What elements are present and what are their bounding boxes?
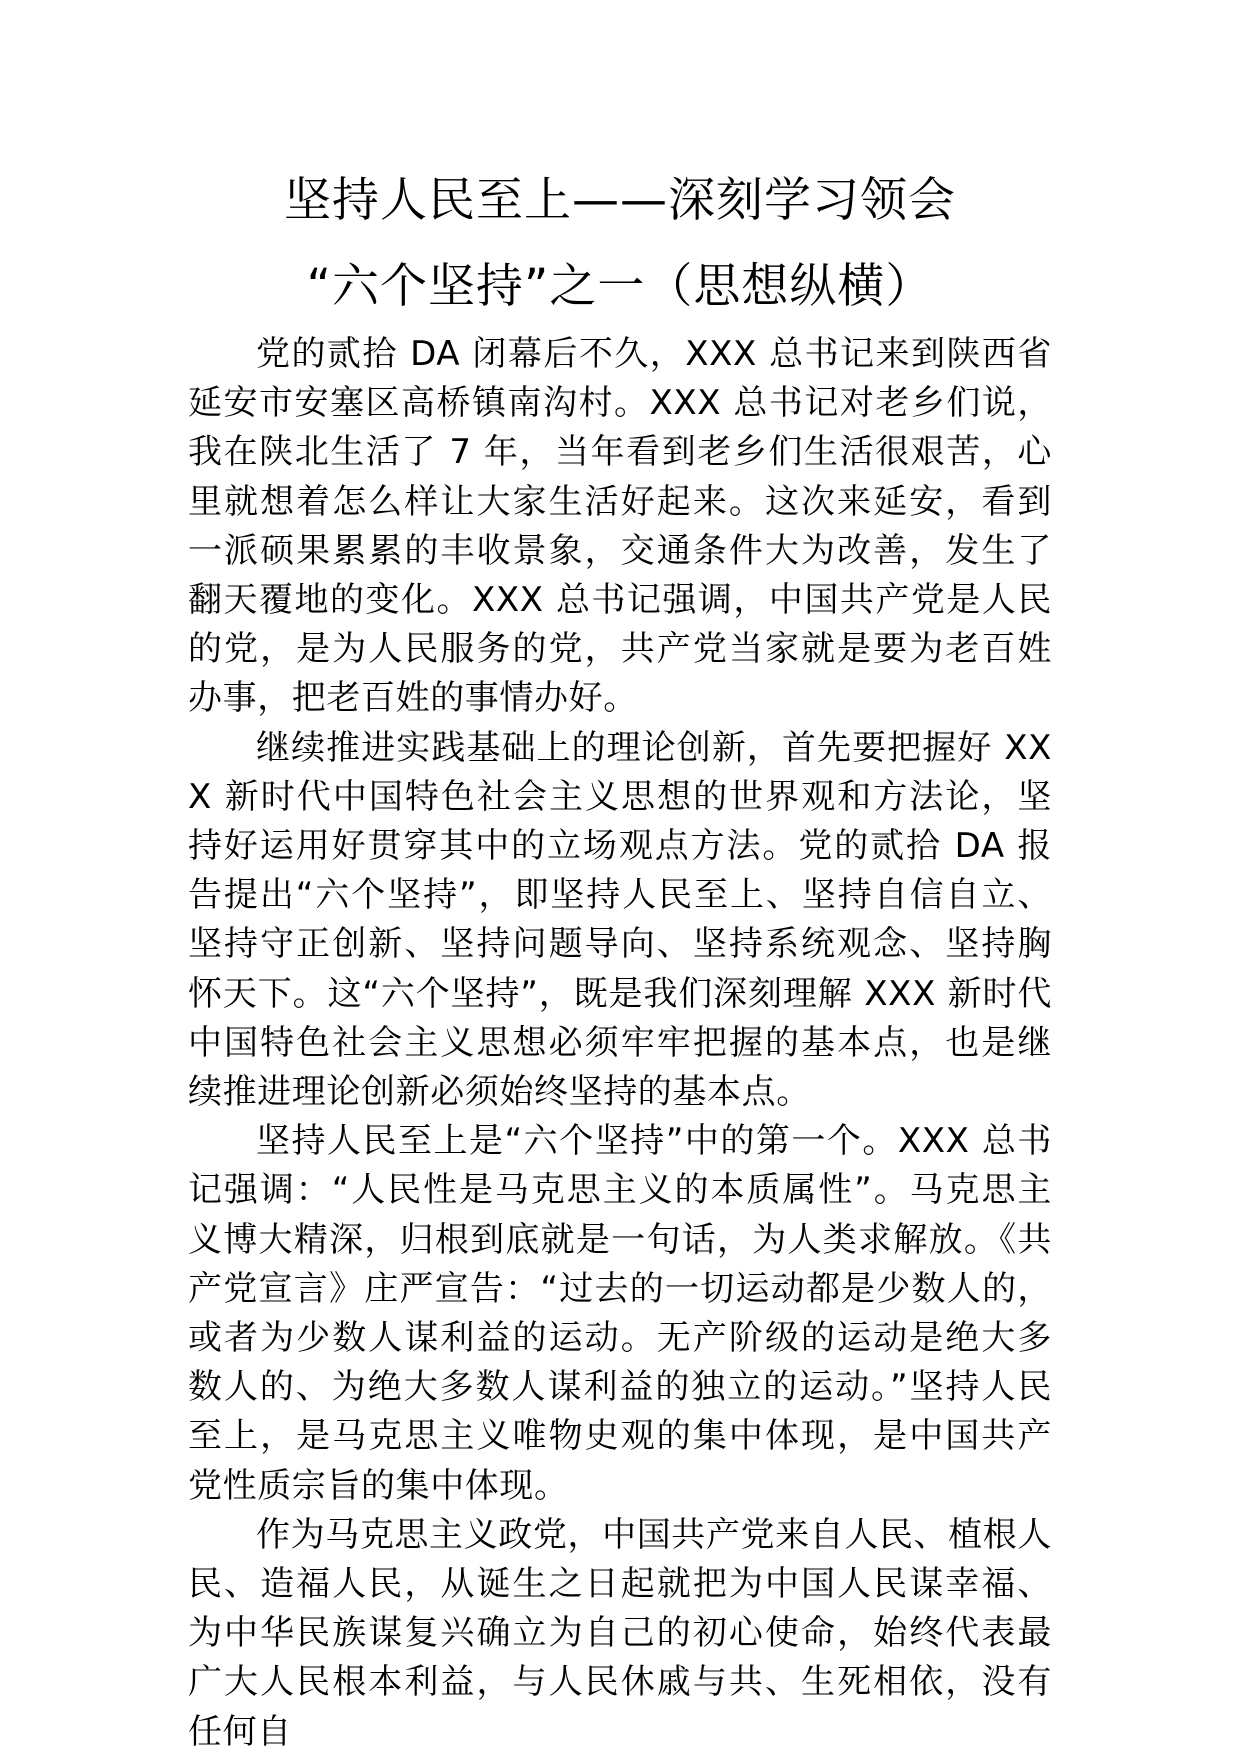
paragraph-4: 作为马克思主义政党，中国共产党来自人民、植根人民、造福人民，从诞生之日起就把为中国人民谋幸福、为中华民族谋复兴确立为自己的初心使命，始终代表最广大人民根本利益，与人民休戚与共、生死相依，没有任何自 bbox=[188, 1514, 1052, 1752]
document-body bbox=[188, 330, 1052, 1757]
paragraph-2: 继续推进实践基础上的理论创新，首先要把握好 XXX 新时代中国特色社会主义思想的世界观和方法论，坚持好运用好贯穿其中的立场观点方法。党的贰拾 DA 报告提出“六个坚持”，即坚持人民至上、坚持自信自立、坚持守正创新、坚持问题导向、坚持系统观念、坚持胸怀天下。这“六个坚持”，既是我们深刻理解 XXX 新时代中国特色社会主义思想必须牢牢把握的基本点，也是继续推进理论创新必须始终坚持的基本点。 bbox=[188, 727, 1052, 1113]
paragraph-1: 党的贰拾 DA 闭幕后不久，XXX 总书记来到陕西省延安市安塞区高桥镇南沟村。XXX 总书记对老乡们说，我在陕北生活了 7 年，当年看到老乡们生活很艰苦，心里就想着怎么样让大家生活好起来。这次来延安，看到一派硕果累累的丰收景象，交通条件大为改善，发生了翻天覆地的变化。XXX 总书记强调，中国共产党是人民的党，是为人民服务的党，共产党当家就是要为老百姓办事，把老百姓的事情办好。 bbox=[188, 334, 1052, 719]
title-line-1: 坚持人民至上——深刻学习领会 bbox=[284, 173, 956, 228]
paragraph-3: 坚持人民至上是“六个坚持”中的第一个。XXX 总书记强调：“人民性是马克思主义的本质属性”。马克思主义博大精深，归根到底就是一句话，为人类求解放。《共产党宣言》庄严宣告：“过去的一切运动都是少数人的，或者为少数人谋利益的运动。无产阶级的运动是绝大多数人的、为绝大多数人谋利益的独立的运动。”坚持人民至上，是马克思主义唯物史观的集中体现，是中国共产党性质宗旨的集中体现。 bbox=[188, 1121, 1052, 1506]
title-line-2: “六个坚持”之一（思想纵横） bbox=[306, 259, 934, 314]
document-title bbox=[0, 158, 1240, 330]
